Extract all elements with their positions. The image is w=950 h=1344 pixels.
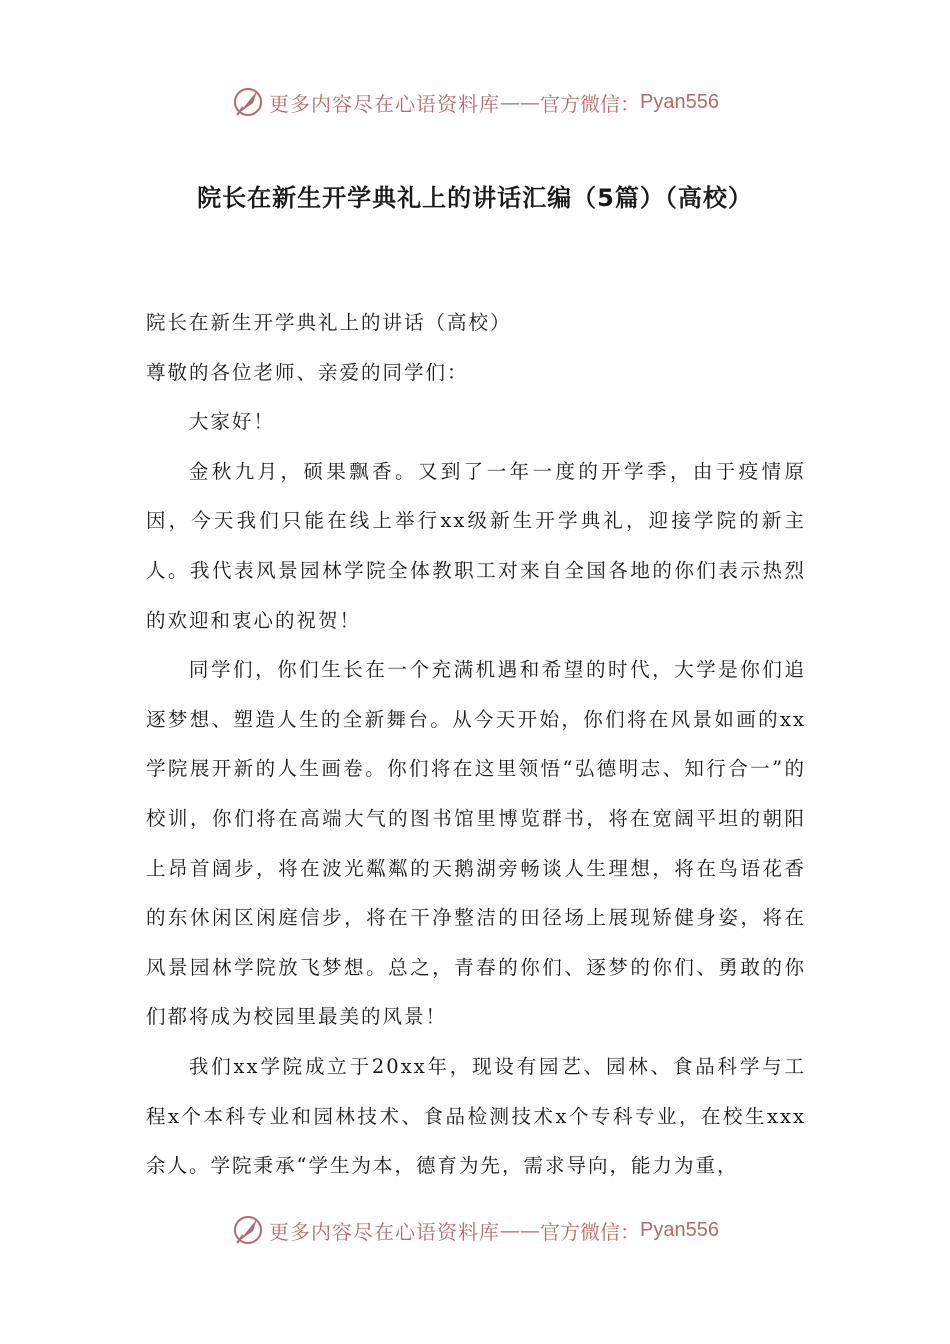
footer-banner xyxy=(0,1210,950,1250)
banner-wechat-id: Pyan556 xyxy=(640,90,719,113)
paragraph: 我们xx学院成立于20xx年，现设有园艺、园林、食品科学与工程x个本科专业和园林技术、食品检测技术x个专科专业，在校生xxx余人。学院秉承“学生为本，德育为先，需求导向，能力为重， xyxy=(146,1054,806,1178)
banner-wechat-label: 官方微信： xyxy=(540,91,641,116)
banner-wechat-label: 官方微信： xyxy=(540,1219,641,1244)
paragraph: 同学们，你们生长在一个充满机遇和希望的时代，大学是你们追逐梦想、塑造人生的全新舞台。从今天开始，你们将在风景如画的xx学院展开新的人生画卷。你们将在这里领悟“弘德明志、知行合一”的校训，你们将在高端大气的图书馆里博览群书，将在宽阔平坦的朝阳上昂首阔步，将在波光粼粼的天鹅湖旁畅谈人生理想，将在鸟语花香的东休闲区闲庭信步，将在干净整洁的田径场上展现矫健身姿，将在风景园林学院放飞梦想。总之，青春的你们、逐梦的你们、勇敢的你们都将成为校园里最美的风景！ xyxy=(146,658,806,1029)
quill-logo-icon xyxy=(231,85,265,119)
banner-text: 更多内容尽在心语资料库 xyxy=(269,1219,501,1244)
banner-wechat-id: Pyan556 xyxy=(640,1218,719,1241)
document-title: 院长在新生开学典礼上的讲话汇编（5篇）（高校） xyxy=(197,184,753,212)
quill-logo-icon xyxy=(231,1213,265,1247)
banner-dash: —— xyxy=(500,1218,541,1242)
greeting: 大家好！ xyxy=(188,410,275,434)
paragraph: 金秋九月，硕果飘香。又到了一年一度的开学季，由于疫情原因，今天我们只能在线上举行xx级新生开学典礼，迎接学院的新主人。我代表风景园林学院全体教职工对来自全国各地的你们表示热烈的欢迎和衷心的祝贺！ xyxy=(146,459,806,632)
header-banner xyxy=(0,82,950,122)
banner-text: 更多内容尽在心语资料库 xyxy=(269,91,501,116)
banner-dash: —— xyxy=(500,90,541,114)
salutation: 尊敬的各位老师、亲爱的同学们： xyxy=(146,360,469,384)
subtitle: 院长在新生开学典礼上的讲话（高校） xyxy=(146,311,512,334)
document-body xyxy=(146,298,806,1191)
